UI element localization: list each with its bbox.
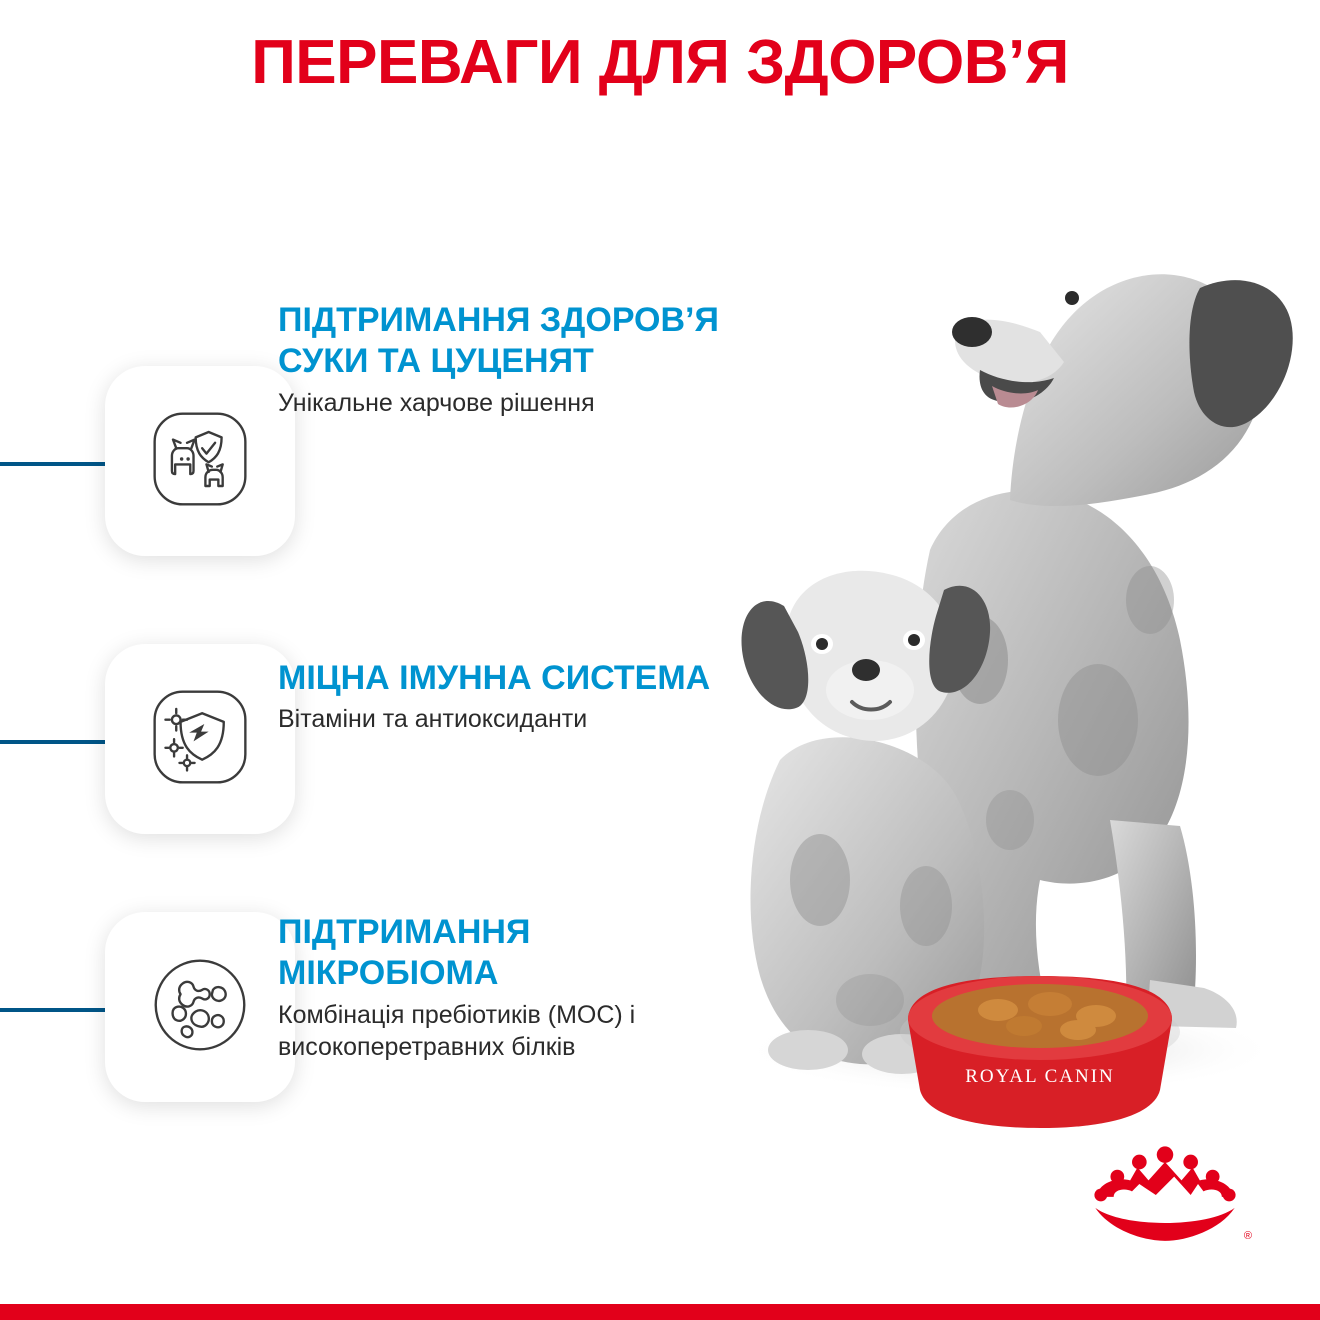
benefit-text-block [278, 300, 748, 419]
immunity-shield-icon [146, 683, 254, 796]
benefit-text-block [278, 658, 748, 736]
connector-line [0, 1008, 112, 1012]
benefit-title: МІЦНА ІМУННА СИСТЕМА [278, 659, 711, 697]
connector-line [0, 740, 112, 744]
benefit-text-block [278, 912, 748, 1064]
benefit-subtitle: Комбінація пребіотиків (МОС) і високоперетравних білків [278, 1000, 636, 1062]
bottom-red-bar [0, 1304, 1320, 1320]
royal-canin-logo [1070, 1140, 1260, 1250]
page-title: ПЕРЕВАГИ ДЛЯ ЗДОРОВ’Я [251, 28, 1069, 97]
connector-line [0, 462, 112, 466]
benefit-title: ПІДТРИМАННЯ МІКРОБІОМА [278, 913, 531, 993]
food-bowl [900, 976, 1180, 1128]
benefit-subtitle: Унікальне харчове рішення [278, 388, 595, 417]
dog-and-puppy-photo [680, 120, 1300, 1150]
microbiome-icon [146, 951, 254, 1064]
benefit-icon-plate [105, 644, 295, 834]
benefit-subtitle: Вітаміни та антиоксиданти [278, 705, 588, 734]
bowl-brand-text: ROYAL CANIN [965, 1066, 1115, 1087]
dog-and-puppy-shield-icon [146, 405, 254, 518]
benefit-icon-plate [105, 912, 295, 1102]
benefit-title: ПІДТРИМАННЯ ЗДОРОВ’Я СУКИ ТА ЦУЦЕНЯТ [278, 301, 719, 381]
benefit-icon-plate [105, 366, 295, 556]
registered-mark: ® [1243, 1230, 1252, 1242]
